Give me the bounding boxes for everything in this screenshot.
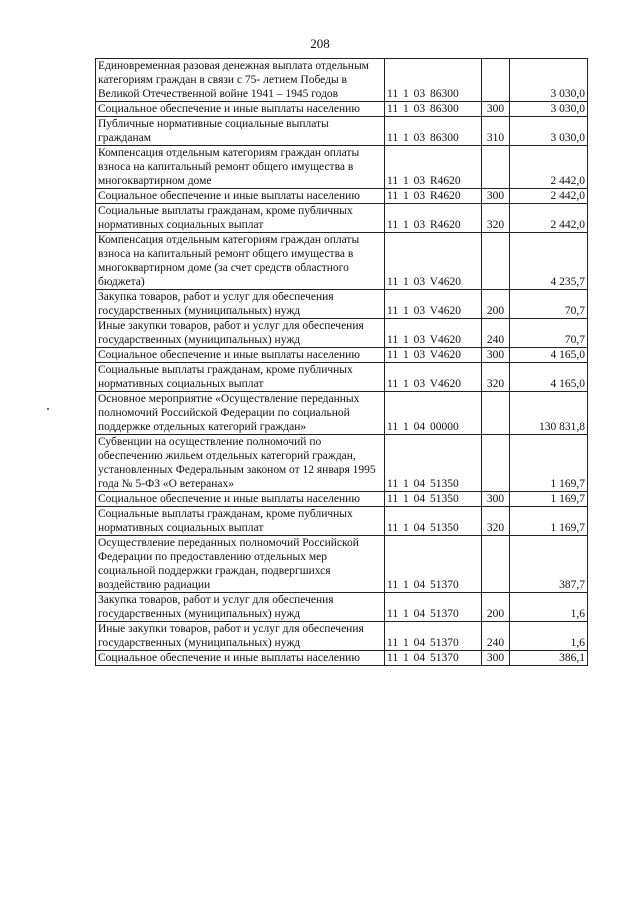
table-row	[96, 348, 588, 363]
table-row	[96, 536, 588, 593]
row-name: Социальные выплаты гражданам, кроме публичных нормативных социальных выплат	[96, 507, 385, 536]
row-code: 11 1 04 51370	[385, 622, 482, 651]
row-sum: 3 030,0	[510, 117, 588, 146]
row-expense-type: 200	[482, 593, 510, 622]
row-name: Публичные нормативные социальные выплаты гражданам	[96, 117, 385, 146]
row-code: 11 1 04 51370	[385, 536, 482, 593]
row-code: 11 1 03 86300	[385, 59, 482, 102]
row-sum: 1,6	[510, 593, 588, 622]
row-code: 11 1 04 51370	[385, 593, 482, 622]
table-row	[96, 593, 588, 622]
row-code: 11 1 03 V4620	[385, 319, 482, 348]
row-sum: 4 235,7	[510, 233, 588, 290]
row-code: 11 1 03 86300	[385, 117, 482, 146]
table-row	[96, 492, 588, 507]
row-code: 11 1 03 R4620	[385, 189, 482, 204]
row-code: 11 1 03 R4620	[385, 204, 482, 233]
row-code: 11 1 04 51370	[385, 651, 482, 666]
row-sum: 1 169,7	[510, 435, 588, 492]
row-sum: 70,7	[510, 319, 588, 348]
row-name: Субвенции на осуществление полномочий по обеспечению жильем отдельных категорий граждан, установленных Федеральным законом от 12 января 1995 года № 5-ФЗ «О ветеранах»	[96, 435, 385, 492]
row-name: Закупка товаров, работ и услуг для обеспечения государственных (муниципальных) нужд	[96, 593, 385, 622]
row-name: Социальное обеспечение и иные выплаты населению	[96, 348, 385, 363]
table-row	[96, 290, 588, 319]
row-expense-type	[482, 146, 510, 189]
row-code: 11 1 04 51350	[385, 492, 482, 507]
row-sum: 3 030,0	[510, 59, 588, 102]
row-code: 11 1 03 V4620	[385, 233, 482, 290]
row-code: 11 1 03 86300	[385, 102, 482, 117]
row-name: Компенсация отдельным категориям граждан оплаты взноса на капитальный ремонт общего имущества в многоквартирном доме	[96, 146, 385, 189]
table-row	[96, 189, 588, 204]
scan-speck	[47, 408, 49, 410]
row-expense-type	[482, 536, 510, 593]
page-number: 208	[310, 36, 330, 51]
row-name: Социальные выплаты гражданам, кроме публичных нормативных социальных выплат	[96, 363, 385, 392]
budget-table	[95, 58, 588, 666]
row-expense-type: 320	[482, 507, 510, 536]
row-code: 11 1 03 V4620	[385, 290, 482, 319]
row-expense-type: 200	[482, 290, 510, 319]
row-expense-type	[482, 233, 510, 290]
row-sum: 1,6	[510, 622, 588, 651]
row-expense-type: 300	[482, 189, 510, 204]
row-code: 11 1 04 51350	[385, 507, 482, 536]
row-expense-type	[482, 435, 510, 492]
row-code: 11 1 03 V4620	[385, 363, 482, 392]
row-sum: 386,1	[510, 651, 588, 666]
row-name: Иные закупки товаров, работ и услуг для обеспечения государственных (муниципальных) нужд	[96, 622, 385, 651]
table-row	[96, 435, 588, 492]
row-expense-type: 310	[482, 117, 510, 146]
table-row	[96, 319, 588, 348]
row-sum: 1 169,7	[510, 507, 588, 536]
row-sum: 3 030,0	[510, 102, 588, 117]
row-name: Компенсация отдельным категориям граждан оплаты взноса на капитальный ремонт общего имущества в многоквартирном доме (за счет средств областного бюджета)	[96, 233, 385, 290]
table-row	[96, 102, 588, 117]
row-expense-type: 300	[482, 102, 510, 117]
row-expense-type	[482, 59, 510, 102]
row-expense-type: 240	[482, 622, 510, 651]
row-name: Социальное обеспечение и иные выплаты населению	[96, 492, 385, 507]
row-code: 11 1 03 V4620	[385, 348, 482, 363]
row-sum: 1 169,7	[510, 492, 588, 507]
row-expense-type: 240	[482, 319, 510, 348]
row-sum: 4 165,0	[510, 348, 588, 363]
row-sum: 2 442,0	[510, 204, 588, 233]
row-name: Социальное обеспечение и иные выплаты населению	[96, 189, 385, 204]
row-code: 11 1 04 00000	[385, 392, 482, 435]
table-row	[96, 363, 588, 392]
budget-rows	[96, 59, 588, 666]
row-expense-type: 300	[482, 651, 510, 666]
row-sum: 130 831,8	[510, 392, 588, 435]
table-row	[96, 507, 588, 536]
row-name: Основное мероприятие «Осуществление переданных полномочий Российской Федерации по социальной поддержке отдельных категорий граждан»	[96, 392, 385, 435]
row-sum: 70,7	[510, 290, 588, 319]
row-sum: 4 165,0	[510, 363, 588, 392]
row-expense-type: 320	[482, 363, 510, 392]
row-code: 11 1 03 R4620	[385, 146, 482, 189]
row-sum: 2 442,0	[510, 146, 588, 189]
row-expense-type: 300	[482, 492, 510, 507]
table-row	[96, 146, 588, 189]
row-name: Закупка товаров, работ и услуг для обеспечения государственных (муниципальных) нужд	[96, 290, 385, 319]
table-row	[96, 59, 588, 102]
row-name: Иные закупки товаров, работ и услуг для обеспечения государственных (муниципальных) нужд	[96, 319, 385, 348]
table-row	[96, 204, 588, 233]
row-name: Осуществление переданных полномочий Российской Федерации по предоставлению отдельных мер социальной поддержки граждан, подвергшихся воздействию радиации	[96, 536, 385, 593]
row-sum: 2 442,0	[510, 189, 588, 204]
row-expense-type: 300	[482, 348, 510, 363]
row-name: Социальное обеспечение и иные выплаты населению	[96, 102, 385, 117]
table-row	[96, 651, 588, 666]
row-name: Социальное обеспечение и иные выплаты населению	[96, 651, 385, 666]
row-name: Единовременная разовая денежная выплата отдельным категориям граждан в связи с 75- летием Победы в Великой Отечественной войне 1941 – 1945 годов	[96, 59, 385, 102]
table-row	[96, 622, 588, 651]
row-expense-type: 320	[482, 204, 510, 233]
table-row	[96, 117, 588, 146]
table-row	[96, 233, 588, 290]
row-name: Социальные выплаты гражданам, кроме публичных нормативных социальных выплат	[96, 204, 385, 233]
table-row	[96, 392, 588, 435]
row-expense-type	[482, 392, 510, 435]
row-sum: 387,7	[510, 536, 588, 593]
row-code: 11 1 04 51350	[385, 435, 482, 492]
